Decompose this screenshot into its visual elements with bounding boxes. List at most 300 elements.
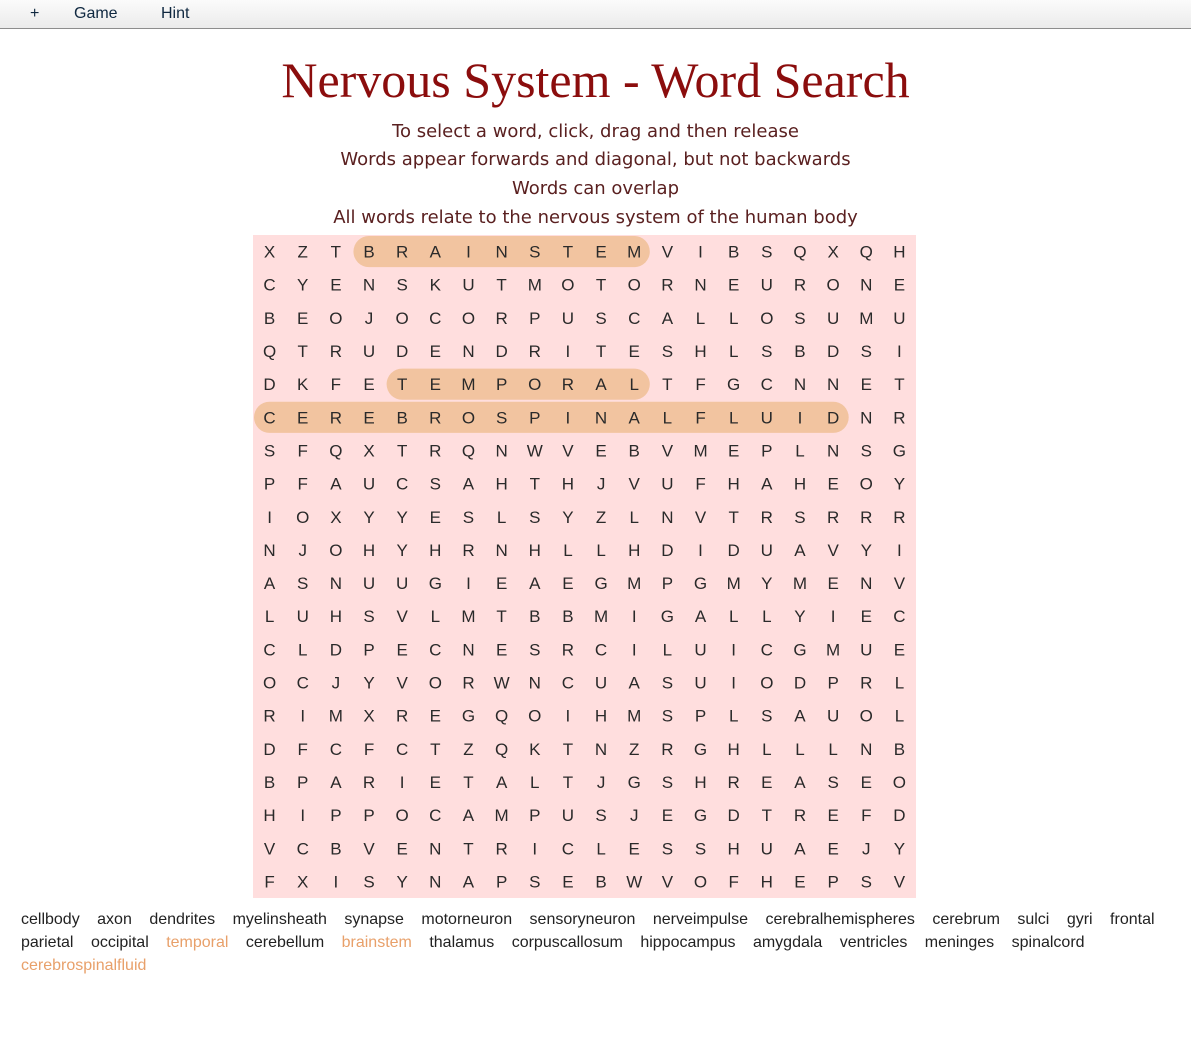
grid-letter-cell[interactable]: G (660, 607, 674, 627)
grid-letter-cell[interactable]: H (727, 739, 740, 759)
grid-letter-cell[interactable]: S (429, 474, 441, 494)
grid-letter-cell[interactable]: I (698, 540, 703, 560)
grid-letter-cell[interactable]: F (695, 474, 706, 494)
grid-letter-cell[interactable]: D (329, 640, 343, 660)
grid-letter-cell[interactable]: G (461, 706, 476, 726)
grid-letter-cell[interactable]: C (429, 640, 442, 660)
grid-letter-cell[interactable]: A (794, 839, 806, 859)
grid-letter-cell[interactable]: E (396, 640, 408, 660)
grid-letter-cell[interactable]: E (562, 574, 574, 594)
grid-letter-cell[interactable]: L (596, 839, 606, 859)
grid-letter-cell[interactable]: R (396, 242, 409, 262)
grid-letter-cell[interactable]: S (462, 507, 475, 527)
grid-letter-cell[interactable]: R (329, 408, 343, 428)
grid-letter-cell[interactable]: N (694, 275, 707, 295)
grid-letter-cell[interactable]: S (761, 706, 773, 726)
grid-letter-cell[interactable]: T (595, 342, 607, 362)
letter-grid-canvas[interactable] (253, 235, 916, 898)
grid-letter-cell[interactable]: E (893, 275, 906, 295)
grid-letter-cell[interactable]: N (860, 275, 873, 295)
grid-letter-cell[interactable]: N (661, 507, 674, 527)
grid-letter-cell[interactable]: I (300, 806, 306, 826)
grid-letter-cell[interactable]: W (493, 673, 510, 693)
grid-letter-cell[interactable]: I (333, 872, 339, 892)
grid-letter-cell[interactable]: O (528, 706, 542, 726)
grid-letter-cell[interactable]: N (263, 540, 276, 560)
grid-letter-cell[interactable]: S (529, 242, 541, 262)
grid-letter-cell[interactable]: P (529, 308, 541, 328)
grid-letter-cell[interactable]: Y (794, 607, 806, 627)
grid-letter-cell[interactable]: U (661, 474, 674, 494)
grid-letter-cell[interactable]: L (297, 640, 308, 660)
grid-letter-cell[interactable]: S (761, 242, 773, 262)
grid-letter-cell[interactable]: I (565, 706, 571, 726)
grid-letter-cell[interactable]: M (726, 574, 741, 594)
grid-letter-cell[interactable]: A (761, 474, 773, 494)
grid-letter-cell[interactable]: V (893, 574, 906, 594)
grid-letter-cell[interactable]: B (562, 607, 574, 627)
grid-letter-cell[interactable]: L (795, 441, 805, 461)
grid-letter-cell[interactable]: O (693, 872, 708, 892)
grid-letter-cell[interactable]: S (297, 574, 309, 594)
grid-letter-cell[interactable]: V (661, 441, 674, 461)
grid-letter-cell[interactable]: I (731, 640, 737, 660)
grid-letter-cell[interactable]: U (362, 474, 376, 494)
grid-letter-cell[interactable]: Y (893, 474, 906, 494)
grid-letter-cell[interactable]: Y (363, 673, 375, 693)
grid-letter-cell[interactable]: S (661, 772, 674, 792)
grid-letter-cell[interactable]: U (893, 308, 906, 328)
grid-letter-cell[interactable]: G (693, 574, 708, 594)
grid-letter-cell[interactable]: L (662, 640, 673, 660)
grid-letter-cell[interactable]: H (329, 607, 343, 627)
grid-letter-cell[interactable]: T (496, 275, 507, 295)
grid-letter-cell[interactable]: T (463, 772, 474, 792)
grid-letter-cell[interactable]: S (529, 640, 541, 660)
grid-letter-cell[interactable]: Z (297, 242, 308, 262)
grid-letter-cell[interactable]: Q (793, 242, 807, 262)
grid-letter-cell[interactable]: P (529, 806, 541, 826)
grid-letter-cell[interactable]: D (263, 739, 276, 759)
menu-item-new[interactable]: + (30, 5, 40, 22)
grid-letter-cell[interactable]: P (495, 375, 508, 395)
grid-letter-cell[interactable]: S (794, 308, 806, 328)
grid-letter-cell[interactable]: K (529, 739, 541, 759)
grid-letter-cell[interactable]: B (628, 441, 640, 461)
grid-letter-cell[interactable]: F (297, 474, 308, 494)
grid-letter-cell[interactable]: L (894, 673, 905, 693)
grid-letter-cell[interactable]: S (694, 839, 707, 859)
grid-letter-cell[interactable]: A (462, 872, 475, 892)
grid-letter-cell[interactable]: X (330, 507, 342, 527)
grid-letter-cell[interactable]: B (396, 408, 408, 428)
grid-letter-cell[interactable]: H (760, 872, 773, 892)
grid-letter-cell[interactable]: F (861, 806, 872, 826)
grid-letter-cell[interactable]: R (727, 772, 740, 792)
grid-letter-cell[interactable]: C (429, 308, 442, 328)
grid-letter-cell[interactable]: L (264, 607, 275, 627)
grid-letter-cell[interactable]: E (794, 872, 806, 892)
grid-letter-cell[interactable]: Q (461, 441, 476, 461)
grid-letter-cell[interactable]: L (894, 706, 905, 726)
grid-letter-cell[interactable]: O (329, 540, 343, 560)
grid-letter-cell[interactable]: U (362, 574, 376, 594)
grid-letter-cell[interactable]: Q (329, 441, 343, 461)
grid-letter-cell[interactable]: V (694, 507, 707, 527)
grid-letter-cell[interactable]: O (760, 673, 774, 693)
grid-letter-cell[interactable]: U (694, 640, 707, 660)
grid-letter-cell[interactable]: D (826, 408, 840, 428)
grid-letter-cell[interactable]: A (794, 706, 806, 726)
grid-letter-cell[interactable]: E (363, 375, 375, 395)
grid-letter-cell[interactable]: S (761, 342, 773, 362)
grid-letter-cell[interactable]: E (860, 607, 872, 627)
grid-letter-cell[interactable]: Y (860, 540, 872, 560)
grid-letter-cell[interactable]: E (860, 375, 872, 395)
grid-letter-cell[interactable]: L (662, 408, 673, 428)
grid-letter-cell[interactable]: M (627, 706, 642, 726)
grid-letter-cell[interactable]: V (893, 872, 906, 892)
grid-letter-cell[interactable]: E (429, 375, 441, 395)
grid-letter-cell[interactable]: I (466, 574, 471, 594)
grid-letter-cell[interactable]: N (362, 275, 376, 295)
grid-letter-cell[interactable]: E (595, 441, 607, 461)
grid-letter-cell[interactable]: R (495, 839, 508, 859)
grid-letter-cell[interactable]: S (396, 275, 408, 295)
grid-letter-cell[interactable]: Q (859, 242, 873, 262)
grid-letter-cell[interactable]: E (363, 408, 375, 428)
grid-letter-cell[interactable]: H (263, 806, 276, 826)
grid-letter-cell[interactable]: R (495, 308, 508, 328)
grid-letter-cell[interactable]: P (761, 441, 773, 461)
grid-letter-cell[interactable]: S (529, 872, 541, 892)
grid-letter-cell[interactable]: H (727, 839, 740, 859)
grid-letter-cell[interactable]: R (263, 706, 276, 726)
grid-letter-cell[interactable]: C (263, 275, 276, 295)
grid-letter-cell[interactable]: B (363, 242, 375, 262)
grid-letter-cell[interactable]: S (661, 342, 674, 362)
grid-letter-cell[interactable]: M (627, 574, 642, 594)
grid-letter-cell[interactable]: S (860, 872, 872, 892)
grid-letter-cell[interactable]: I (797, 408, 803, 428)
grid-letter-cell[interactable]: Y (893, 839, 906, 859)
grid-letter-cell[interactable]: D (727, 806, 740, 826)
grid-letter-cell[interactable]: M (461, 375, 476, 395)
grid-letter-cell[interactable]: O (528, 375, 542, 395)
grid-letter-cell[interactable]: E (761, 772, 773, 792)
menu-item-game[interactable]: Game (74, 5, 118, 22)
grid-letter-cell[interactable]: U (694, 673, 707, 693)
grid-letter-cell[interactable]: U (760, 839, 773, 859)
grid-letter-cell[interactable]: C (329, 739, 343, 759)
grid-letter-cell[interactable]: P (661, 574, 674, 594)
grid-letter-cell[interactable]: C (296, 673, 309, 693)
grid-letter-cell[interactable]: G (892, 441, 907, 461)
grid-letter-cell[interactable]: S (363, 872, 375, 892)
grid-letter-cell[interactable]: S (595, 308, 607, 328)
grid-letter-cell[interactable]: A (462, 806, 475, 826)
grid-letter-cell[interactable]: P (827, 872, 839, 892)
grid-letter-cell[interactable]: A (661, 308, 674, 328)
grid-letter-cell[interactable]: M (593, 607, 609, 627)
grid-letter-cell[interactable]: L (629, 507, 639, 527)
grid-letter-cell[interactable]: L (762, 739, 772, 759)
grid-letter-cell[interactable]: J (596, 474, 606, 494)
grid-letter-cell[interactable]: M (527, 275, 542, 295)
grid-letter-cell[interactable]: O (826, 275, 840, 295)
grid-letter-cell[interactable]: I (698, 242, 703, 262)
grid-letter-cell[interactable]: H (727, 474, 740, 494)
grid-letter-cell[interactable]: N (495, 242, 508, 262)
grid-letter-cell[interactable]: G (793, 640, 807, 660)
grid-letter-cell[interactable]: W (526, 441, 543, 461)
grid-letter-cell[interactable]: S (661, 673, 674, 693)
grid-letter-cell[interactable]: Y (396, 872, 408, 892)
grid-letter-cell[interactable]: T (595, 275, 607, 295)
grid-letter-cell[interactable]: E (429, 772, 441, 792)
grid-letter-cell[interactable]: L (728, 607, 739, 627)
grid-letter-cell[interactable]: I (731, 673, 737, 693)
grid-letter-cell[interactable]: F (695, 408, 706, 428)
grid-letter-cell[interactable]: N (429, 872, 442, 892)
grid-letter-cell[interactable]: T (562, 242, 574, 262)
grid-letter-cell[interactable]: N (826, 441, 840, 461)
grid-letter-cell[interactable]: I (300, 706, 306, 726)
grid-letter-cell[interactable]: N (462, 640, 475, 660)
grid-letter-cell[interactable]: J (862, 839, 871, 859)
grid-letter-cell[interactable]: B (728, 242, 740, 262)
grid-letter-cell[interactable]: C (263, 408, 276, 428)
grid-letter-cell[interactable]: L (496, 507, 507, 527)
grid-letter-cell[interactable]: I (565, 342, 571, 362)
grid-letter-cell[interactable]: C (628, 308, 641, 328)
grid-letter-cell[interactable]: R (793, 275, 807, 295)
grid-letter-cell[interactable]: P (330, 806, 342, 826)
grid-letter-cell[interactable]: A (694, 607, 707, 627)
grid-letter-cell[interactable]: C (429, 806, 442, 826)
grid-letter-cell[interactable]: N (495, 540, 508, 560)
grid-letter-cell[interactable]: U (826, 706, 840, 726)
grid-letter-cell[interactable]: L (530, 772, 540, 792)
grid-letter-cell[interactable]: Y (761, 574, 773, 594)
grid-letter-cell[interactable]: E (297, 308, 309, 328)
grid-letter-cell[interactable]: T (662, 375, 673, 395)
grid-letter-cell[interactable]: B (794, 342, 806, 362)
grid-letter-cell[interactable]: E (728, 275, 740, 295)
grid-letter-cell[interactable]: B (529, 607, 541, 627)
grid-letter-cell[interactable]: N (429, 839, 442, 859)
grid-letter-cell[interactable]: E (595, 242, 607, 262)
grid-letter-cell[interactable]: L (728, 308, 739, 328)
grid-letter-cell[interactable]: S (827, 772, 839, 792)
grid-letter-cell[interactable]: R (860, 507, 873, 527)
grid-letter-cell[interactable]: S (794, 507, 806, 527)
grid-letter-cell[interactable]: U (826, 308, 840, 328)
grid-letter-cell[interactable]: N (860, 574, 873, 594)
grid-letter-cell[interactable]: J (298, 540, 307, 560)
grid-letter-cell[interactable]: D (263, 375, 276, 395)
grid-letter-cell[interactable]: O (262, 673, 277, 693)
grid-letter-cell[interactable]: C (263, 640, 276, 660)
grid-letter-cell[interactable]: I (631, 607, 637, 627)
grid-letter-cell[interactable]: E (827, 839, 839, 859)
grid-letter-cell[interactable]: E (297, 408, 309, 428)
grid-letter-cell[interactable]: B (893, 739, 906, 759)
grid-letter-cell[interactable]: T (894, 375, 905, 395)
grid-letter-cell[interactable]: D (396, 342, 409, 362)
grid-letter-cell[interactable]: F (363, 739, 375, 759)
grid-letter-cell[interactable]: L (728, 706, 739, 726)
grid-letter-cell[interactable]: A (595, 375, 607, 395)
grid-letter-cell[interactable]: X (297, 872, 309, 892)
grid-letter-cell[interactable]: E (860, 772, 872, 792)
grid-letter-cell[interactable]: E (495, 574, 508, 594)
grid-letter-cell[interactable]: I (399, 772, 405, 792)
grid-letter-cell[interactable]: E (827, 474, 839, 494)
grid-letter-cell[interactable]: O (395, 806, 409, 826)
grid-letter-cell[interactable]: S (495, 408, 508, 428)
grid-letter-cell[interactable]: N (860, 408, 873, 428)
grid-letter-cell[interactable]: A (628, 673, 640, 693)
grid-letter-cell[interactable]: E (893, 640, 906, 660)
grid-letter-cell[interactable]: M (627, 242, 642, 262)
grid-letter-cell[interactable]: L (762, 607, 772, 627)
grid-letter-cell[interactable]: S (860, 441, 872, 461)
grid-letter-cell[interactable]: R (396, 706, 409, 726)
grid-letter-cell[interactable]: D (793, 673, 807, 693)
grid-letter-cell[interactable]: O (859, 474, 873, 494)
grid-letter-cell[interactable]: T (297, 342, 308, 362)
grid-letter-cell[interactable]: B (263, 308, 276, 328)
grid-letter-cell[interactable]: G (428, 574, 442, 594)
grid-letter-cell[interactable]: D (661, 540, 674, 560)
grid-letter-cell[interactable]: H (528, 540, 541, 560)
grid-letter-cell[interactable]: X (263, 242, 276, 262)
grid-letter-cell[interactable]: R (429, 408, 442, 428)
grid-letter-cell[interactable]: G (627, 772, 641, 792)
grid-letter-cell[interactable]: U (296, 607, 309, 627)
grid-letter-cell[interactable]: Z (595, 507, 607, 527)
grid-letter-cell[interactable]: C (561, 839, 575, 859)
grid-letter-cell[interactable]: A (628, 408, 640, 428)
grid-letter-cell[interactable]: U (396, 574, 409, 594)
grid-letter-cell[interactable]: P (363, 640, 375, 660)
grid-letter-cell[interactable]: D (826, 342, 840, 362)
grid-letter-cell[interactable]: T (396, 441, 408, 461)
grid-letter-cell[interactable]: J (596, 772, 606, 792)
grid-letter-cell[interactable]: M (826, 640, 841, 660)
grid-letter-cell[interactable]: B (330, 839, 342, 859)
grid-letter-cell[interactable]: J (331, 673, 341, 693)
grid-letter-cell[interactable]: U (760, 540, 773, 560)
grid-letter-cell[interactable]: Y (396, 507, 408, 527)
grid-letter-cell[interactable]: U (462, 275, 475, 295)
grid-letter-cell[interactable]: R (661, 275, 674, 295)
grid-letter-cell[interactable]: E (429, 706, 441, 726)
grid-letter-cell[interactable]: Y (396, 540, 408, 560)
grid-letter-cell[interactable]: L (596, 540, 606, 560)
grid-letter-cell[interactable]: F (297, 441, 308, 461)
grid-letter-cell[interactable]: L (695, 308, 706, 328)
grid-letter-cell[interactable]: S (860, 342, 872, 362)
grid-letter-cell[interactable]: C (760, 375, 773, 395)
grid-letter-cell[interactable]: H (694, 342, 707, 362)
menu-item-hint[interactable]: Hint (161, 5, 190, 22)
grid-letter-cell[interactable]: P (363, 806, 375, 826)
grid-letter-cell[interactable]: C (561, 673, 575, 693)
grid-letter-cell[interactable]: U (860, 640, 873, 660)
grid-letter-cell[interactable]: R (793, 806, 807, 826)
grid-letter-cell[interactable]: S (263, 441, 276, 461)
grid-letter-cell[interactable]: D (893, 806, 906, 826)
grid-letter-cell[interactable]: L (795, 739, 805, 759)
grid-letter-cell[interactable]: U (760, 275, 773, 295)
grid-letter-cell[interactable]: Q (495, 739, 509, 759)
grid-letter-cell[interactable]: L (430, 607, 441, 627)
grid-letter-cell[interactable]: M (859, 308, 874, 328)
grid-letter-cell[interactable]: T (396, 375, 408, 395)
grid-letter-cell[interactable]: O (395, 308, 409, 328)
grid-letter-cell[interactable]: A (330, 474, 342, 494)
grid-letter-cell[interactable]: T (728, 507, 739, 527)
grid-letter-cell[interactable]: R (362, 772, 376, 792)
grid-letter-cell[interactable]: X (363, 706, 375, 726)
grid-letter-cell[interactable]: E (628, 342, 640, 362)
grid-letter-cell[interactable]: H (694, 772, 707, 792)
grid-letter-cell[interactable]: V (827, 540, 839, 560)
grid-letter-cell[interactable]: P (827, 673, 839, 693)
grid-letter-cell[interactable]: A (495, 772, 508, 792)
grid-letter-cell[interactable]: P (694, 706, 707, 726)
grid-letter-cell[interactable]: E (728, 441, 740, 461)
grid-letter-cell[interactable]: Z (629, 739, 640, 759)
grid-letter-cell[interactable]: I (267, 507, 272, 527)
grid-letter-cell[interactable]: Y (562, 507, 574, 527)
grid-letter-cell[interactable]: C (893, 607, 906, 627)
grid-letter-cell[interactable]: M (461, 607, 476, 627)
grid-letter-cell[interactable]: G (727, 375, 741, 395)
grid-letter-cell[interactable]: H (495, 474, 508, 494)
grid-letter-cell[interactable]: G (693, 806, 708, 826)
grid-letter-cell[interactable]: C (396, 474, 409, 494)
grid-letter-cell[interactable]: O (329, 308, 343, 328)
grid-letter-cell[interactable]: C (594, 640, 608, 660)
grid-letter-cell[interactable]: N (860, 739, 873, 759)
grid-letter-cell[interactable]: F (728, 872, 739, 892)
grid-letter-cell[interactable]: H (793, 474, 807, 494)
grid-letter-cell[interactable]: Q (495, 706, 509, 726)
grid-letter-cell[interactable]: H (429, 540, 442, 560)
grid-letter-cell[interactable]: M (693, 441, 708, 461)
grid-letter-cell[interactable]: M (328, 706, 343, 726)
grid-letter-cell[interactable]: A (529, 574, 541, 594)
grid-letter-cell[interactable]: T (529, 474, 540, 494)
grid-letter-cell[interactable]: I (565, 408, 571, 428)
grid-letter-cell[interactable]: W (626, 872, 643, 892)
grid-letter-cell[interactable]: D (495, 342, 508, 362)
grid-letter-cell[interactable]: L (828, 739, 838, 759)
grid-letter-cell[interactable]: S (661, 839, 674, 859)
grid-letter-cell[interactable]: E (429, 507, 441, 527)
grid-letter-cell[interactable]: V (562, 441, 574, 461)
grid-letter-cell[interactable]: R (429, 441, 442, 461)
grid-letter-cell[interactable]: T (430, 739, 441, 759)
grid-letter-cell[interactable]: L (728, 342, 739, 362)
grid-letter-cell[interactable]: R (860, 673, 873, 693)
grid-letter-cell[interactable]: N (594, 739, 608, 759)
grid-letter-cell[interactable]: S (529, 507, 541, 527)
grid-letter-cell[interactable]: F (297, 739, 308, 759)
